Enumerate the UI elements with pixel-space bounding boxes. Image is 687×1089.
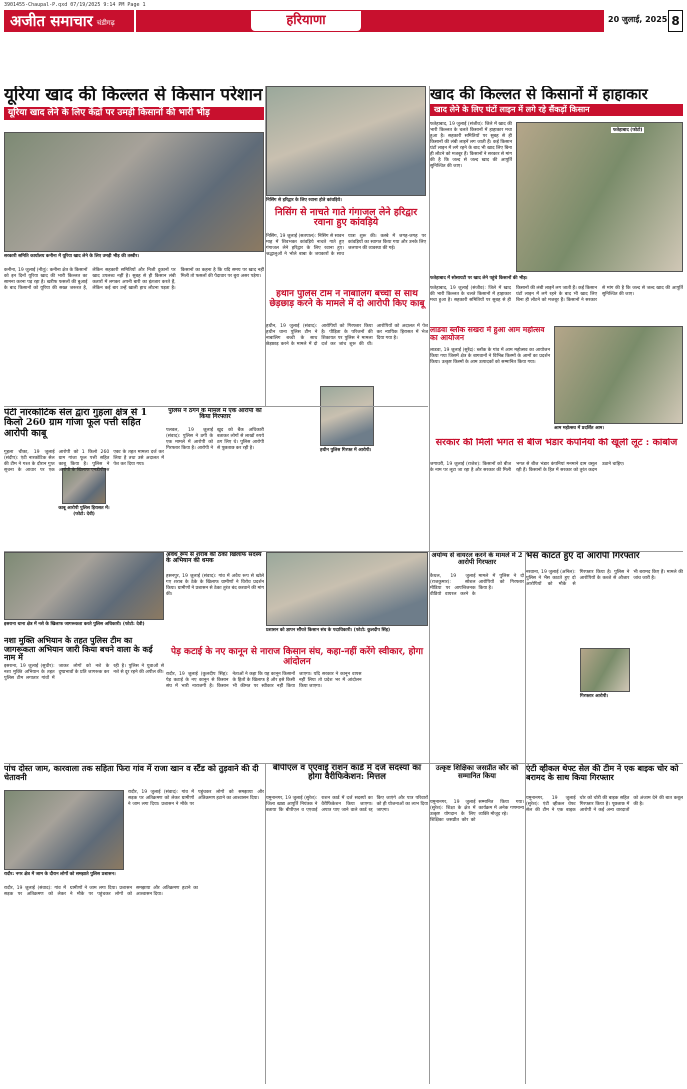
article-headline: निसिंग से नाचते गाते गंगाजल लेने हरिद्वार रवाना हुए कांवड़िये [274,207,418,229]
article-headline: लाडवा ब्लॉक सखरा में हुआ आम महोत्सव का आयोजन [430,326,545,343]
inset-caption: गिरफ्तार आरोपी। [580,694,609,699]
photo-caption: फतेहाबाद में सोसायटी पर खाद लेने पहुंचे किसानों की भीड़। [430,276,528,281]
article-mango-festival [430,326,683,436]
article-hathin-police [266,290,428,550]
column-rule [265,86,266,406]
paper-city: चंडीगढ़ [96,18,115,27]
article-headline: बीपीएल व एएवाई राशन कार्ड में दर्ज सदस्यों का होगा वैरीफिकेशन: मित्तल [272,764,422,783]
column-rule [429,86,430,1084]
photo-caption: इसराना थाना क्षेत्र में नशे के खिलाफ जागरूकता करते पुलिस अधिकारी। (फोटो: देवी) [4,622,145,627]
article-body: हसनपुर, 19 जुलाई (संवाद): गांव में अवैध रूप से खोले गए शराब के ठेके के खिलाफ ग्रामीणों ने विरोध प्रदर्शन किया। ग्रामीणों ने प्रशासन से ठेका तुरंत बंद करवाने की मांग की। [166,574,264,597]
article-body: पलवल, 19 जुलाई (संवाद): पुलिस ने ठगी के एक मामले में आरोपी को गिरफ्तार किया है। आरोपी ने खुद को बैंक अधिकारी बताकर लोगों से लाखों रुपये ठग लिए थे। पुलिस आरोपी से पूछताछ कर रही है। [166,428,264,451]
article-urea-shortage [4,86,264,404]
issue-date: 20 जुलाई, 2025 [608,15,668,24]
masthead [4,10,683,32]
article-headline: सरकार की मिली भगत से बीज भंडार कंपनियों की खूली लूट : कांबोज [435,438,678,448]
article-kanwar-yatra [264,86,428,286]
article-seed-companies [430,438,683,550]
section-rule [4,406,428,407]
article-teacher-honored [430,764,524,1084]
article-body: यमुनानगर, 19 जुलाई (सुरेश): जिला खाद्य आपूर्ति नियंत्रक ने बताया कि बीपीएल व एएवाई राशन कार्ड में दर्ज सदस्यों का वैरीफिकेशन किया जाएगा। अपात्र पाए जाने वाले कार्ड रद्द किए जाएंगे और पात्र परिवारों को ही योजनाओं का लाभ दिया जाएगा। [266,796,428,813]
article-body: गुहला चीका, 19 जुलाई (संदीप): एंटी नारकोटिक सेल की टीम ने गश्त के दौरान गुप्त सूचना के आधार पर एक आरोपी को 1 किलो 260 ग्राम गांजा फूल पत्ती सहित काबू किया है। पुलिस ने आरोपी के खिलाफ एनडीपीएस एक्ट के तहत मामला दर्ज कर लिया है तथा उसे अदालत में पेश कर दिया गया। [4,450,164,473]
article-anti-drug-campaign [4,552,164,762]
photo-caption: रादौर: नगर क्षेत्र में जाम के दौरान लोगों को समझाते पुलिस प्रशासन। [4,872,116,877]
article-subhead: खाद लेने के लिए घंटों लाइन में लगे रहे सैंकड़ों किसान [430,104,683,116]
newspaper-logo [4,10,134,32]
article-photo [266,86,426,196]
article-body: यमुनानगर, 19 जुलाई (सुरेश): एंटी व्हीकल थेफ्ट सेल की टीम ने एक बाइक चोर को चोरी की बाइक सहित गिरफ्तार किया है। पूछताछ में आरोपी ने कई अन्य वारदातों को अंजाम देने की बात कबूल की है। [526,796,683,813]
article-body-continued: रादौर, 19 जुलाई (संवाद): गांव में सड़क पर अतिक्रमण को लेकर ग्रामीणों ने जाम लगा दिया। प्रशासन ने मौके पर पहुंचकर लोगों को समझाया और अतिक्रमण हटाने का आश्वासन दिया। [4,886,198,897]
article-headline: उत्कृष्ट शिक्षिका जसप्रीत कौर को सम्मानित किया [435,764,519,780]
column-rule [525,552,526,1084]
section-bar [134,10,604,32]
article-headline: अयोग्य से वायरल करने के मामले में 2 आरोपी गिरफ्तार [431,552,523,567]
article-body: जगाधरी, 19 जुलाई (राजेश): किसानों को बीज के नाम पर लूटा जा रहा है और सरकार की मिली भगत से बीज भंडार कंपनियां मनमाने दाम वसूल रही हैं। किसानों के हित में सरकार को तुरंत कदम उठाने चाहिए। [430,462,625,473]
article-headline: भैंस काटते हुए दो आरोपी गिरफ्तार [526,552,640,561]
article-body: कनीना, 19 जुलाई (नीतू): कनीना क्षेत्र के किसानों को इन दिनों यूरिया खाद की भारी किल्लत का सामना करना पड़ रहा है। खरीफ फसलों की बुआई के बाद किसानों को यूरिया की सख्त जरूरत है, लेकिन सहकारी समितियों और निजी दुकानों पर खाद उपलब्ध नहीं है। सुबह से ही किसान लंबी कतारों में लगकर अपनी बारी का इंतजार करते हैं, लेकिन कई बार उन्हें खाली हाथ लौटना पड़ता है। किसानों का कहना है कि यदि समय पर खाद नहीं मिली तो फसलों की पैदावार पर बुरा असर पड़ेगा। [4,268,264,291]
article-photo [4,552,164,620]
article-headline: यूरिया खाद की किल्लत से किसान परेशान [4,86,263,105]
article-tree-cutting-law [166,552,428,762]
page-number: 8 [668,10,683,32]
article-headline: अवैध रूप से शराब की ठेका खिलाफ सदस्य के अभियान की धमक [166,552,262,565]
article-body-continued: फतेहाबाद, 19 जुलाई (संजीव): जिले में खाद की भारी किल्लत के चलते किसानों में हाहाकार मचा हुआ है। सहकारी समितियों पर सुबह से ही किसानों की लंबी लाइनें लग जाती हैं। कई किसान घंटों लाइन में लगे रहने के बाद भी खाद लिए बिना ही लौटने को मजबूर हैं। किसानों ने सरकार से मांग की है कि जल्द से जल्द खाद की आपूर्ति सुनिश्चित की जाए। [430,286,683,303]
photo-caption: आम महोत्सव में प्रदर्शित आम। [554,426,605,431]
article-narcotics-arrest [4,408,164,550]
article-body: हथीन, 19 जुलाई (संवाद): हथीन थाना पुलिस टीम ने नाबालिग बच्ची के साथ छेड़छाड़ करने के मामले में दो आरोपियों को गिरफ्तार किया है। पीड़िता के परिजनों की शिकायत पर पुलिस ने मामला दर्ज कर जांच शुरू की थी। आरोपियों को अदालत में पेश कर न्यायिक हिरासत में भेज दिया गया है। [266,324,428,347]
inset-caption: काबू आरोपी पुलिस हिरासत में। (फोटो: देवी) [58,506,110,517]
article-photo [4,132,264,252]
article-fraud-arrest [166,408,264,550]
section-name: हरियाणा [251,11,361,31]
article-body: रादौर, 19 जुलाई (संवाद): गांव में सड़क पर अतिक्रमण को लेकर ग्रामीणों ने जाम लगा दिया। प्रशासन ने मौके पर पहुंचकर लोगों को समझाया और अतिक्रमण हटाने का आश्वासन दिया। [128,790,264,807]
article-body: नरवाना, 19 जुलाई (अनिल): पुलिस ने भैंस काटते हुए दो आरोपियों को मौके से गिरफ्तार किया है। पुलिस ने आरोपियों के कब्जे से औजार भी बरामद किए हैं। मामले की जांच जारी है। [526,570,683,587]
article-body: यमुनानगर, 19 जुलाई (सुरेश): शिक्षा के क्षेत्र में उत्कृष्ट योगदान के लिए शिक्षिका जसप्रीत कौर को सम्मानित किया गया। कार्यक्रम में अनेक गणमान्य व्यक्ति मौजूद रहे। [430,800,524,823]
photo-label: फतेहाबाद (फोटो) [613,128,643,133]
article-body: रादौर, 19 जुलाई (कुलदीप सिंह): पेड़ कटाई के नए कानून से किसान संघ में भारी नाराजगी है। किसान नेताओं ने कहा कि यह कानून किसानों के हितों के खिलाफ है और इसे किसी भी कीमत पर स्वीकार नहीं किया जाएगा। यदि सरकार ने कानून वापस नहीं लिया तो प्रदेश भर में आंदोलन किया जाएगा। [166,672,362,689]
article-fertilizer-crisis [430,86,683,324]
article-buffalo-slaughter [526,552,683,762]
article-body: कैथल, 19 जुलाई (राजकुमार): सोशल मीडिया पर आपत्तिजनक वीडियो वायरल करने के मामले में पुलिस ने दो आरोपियों को गिरफ्तार किया है। [430,574,524,597]
article-road-jam [4,764,264,1084]
article-body: इसराना, 19 जुलाई (सुधीर): नशा मुक्ति अभियान के तहत पुलिस टीम लगातार गांवों में जाकर लोगों को नशे के दुष्प्रभावों के प्रति जागरूक कर रही है। पुलिस ने युवाओं से नशे से दूर रहने की अपील की। [4,664,164,681]
article-photo [554,326,683,424]
article-ration-card [266,764,428,1084]
article-body: निसिंग, 19 जुलाई (सतपाल): निसिंग से सावन माह में शिवभक्त कांवड़िये नाचते गाते हुए गंगाजल लेने हरिद्वार के लिए रवाना हुए। श्रद्धालुओं ने भोले बाबा के जयकारों के साथ यात्रा शुरू की। कस्बे में जगह-जगह पर कांवड़ियों का स्वागत किया गया और उनके लिए जलपान की व्यवस्था की गई। [266,234,426,257]
paper-name: अजीत समाचार [10,12,93,30]
inset-caption: हथीन पुलिस गिरफ्त में आरोपी। [320,448,372,453]
article-subhead: यूरिया खाद लेने के लिए केंद्रों पर उमड़ी किसानों की भारी भीड़ [4,107,264,120]
article-headline: खाद की किल्लत से किसानों में हाहाकार [430,86,648,103]
article-photo [4,790,124,870]
article-body: फतेहाबाद, 19 जुलाई (संजीव): जिले में खाद की भारी किल्लत के चलते किसानों में हाहाकार मचा हुआ है। सहकारी समितियों पर सुबह से ही किसानों की लंबी लाइनें लग जाती हैं। कई किसान घंटों लाइन में लगे रहने के बाद भी खाद लिए बिना ही लौटने को मजबूर हैं। किसानों ने सरकार से मांग की है कि जल्द से जल्द खाद की आपूर्ति सुनिश्चित की जाए। [430,122,513,169]
article-bike-thief [526,764,683,1084]
article-headline: हथीन पुलिस टीम ने नाबालिग बच्ची से साथ छेड़छाड़ करने के मामले में दो आरोपी किए काबू [269,290,425,309]
photo-caption: सरकारी समिति कार्यालय कनीना में यूरिया खाद लेने के लिए उमड़ी भीड़ की तस्वीर। [4,254,139,259]
article-headline: पांच दोस्त जाम, कारवाला तक सहिता फिरा गांव में राजा खान व स्टैंड को तुड़वाने की दी चेतावनी [4,764,259,782]
article-body: लाडवा, 19 जुलाई (सुरेंद्र): ब्लॉक के गांव में आम महोत्सव का आयोजन किया गया जिसमें क्षेत्र के बागवानों ने विभिन्न किस्मों के आमों का प्रदर्शन किया। उत्कृष्ट किस्मों के आम उत्पादकों को सम्मानित किया गया। [430,348,550,365]
photo-caption: प्रशासन को ज्ञापन सौंपते किसान संघ के पदाधिकारी। (फोटो: कुलदीप सिंह) [266,628,391,633]
print-info: 3901455-Chaupal-P.qxd 07/19/2025 9:14 PM Page 1 [4,2,146,8]
section-rule [4,551,683,552]
article-headline: नशा मुक्ति अभियान के तहत पुलिस टीम का जागरूकता अभियान जारी किया बचने वाला के कई नाम में [4,635,153,663]
article-headline: पेड़ कटाई के नए कानून से नाराज किसान संघ, कहा-नहीं करेंगे स्वीकार, होगा आंदोलन [170,647,424,667]
article-headline: पंटी नारकोटिक सेल द्वारा गुहला क्षेत्र से 1 किलो 260 ग्राम गांजा फूल पत्ती सहित आरोपी काबू [4,408,148,439]
article-photo [516,122,683,272]
article-headline: एंटी व्हीकल थेफ्ट सेल की टीम ने एक बाइक चोर को बरामद के साथ किया गिरफ्तार [526,764,679,782]
article-headline: पुलिस ने ठगन के मामले में एक आरोपी को किया गिरफ्तार [168,408,262,421]
article-photo [266,552,428,626]
column-rule [265,764,266,1084]
section-rule [4,763,683,764]
article-viral-video-arrest [430,552,524,762]
photo-caption: निसिंग से हरिद्वार के लिए रवाना होते कांवड़िये। [266,198,342,203]
